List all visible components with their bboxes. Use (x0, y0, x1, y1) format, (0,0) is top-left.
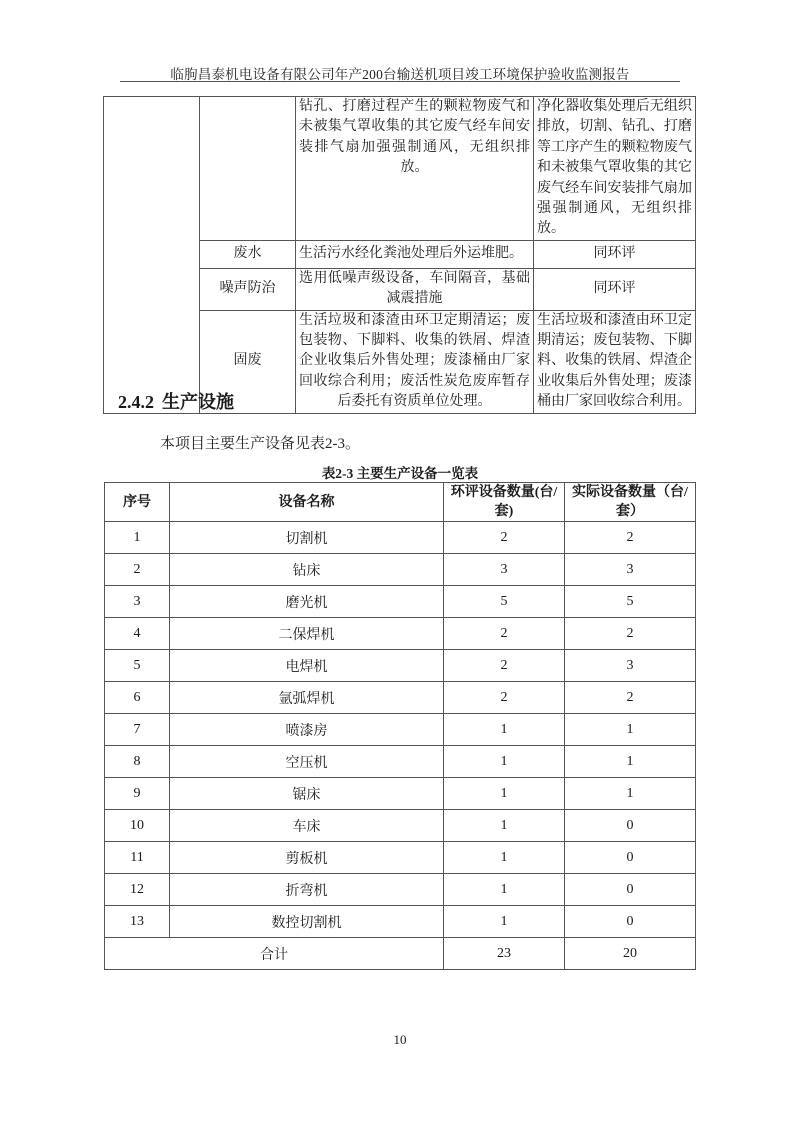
eia-measure-cell: 钻孔、打磨过程产生的颗粒物废气和未被集气罩收集的其它废气经车间安装排气扇加强强制通风，无组织排放。 (296, 97, 534, 241)
table-row (105, 714, 696, 746)
section-title: 生产设施 (162, 392, 234, 412)
equipment-name-cell: 氩弧焊机 (170, 682, 444, 714)
equipment-name-cell: 钻床 (170, 554, 444, 586)
equipment-name-cell: 喷漆房 (170, 714, 444, 746)
column-header-no: 序号 (105, 483, 170, 522)
header-divider (120, 81, 680, 82)
table-row (105, 842, 696, 874)
column-header-actual-qty: 实际设备数量（台/套） (565, 483, 696, 522)
actual-qty-cell: 0 (565, 906, 696, 938)
actual-qty-cell: 0 (565, 810, 696, 842)
category-cell (104, 97, 200, 414)
row-number-cell: 2 (105, 554, 170, 586)
item-cell: 废水 (200, 240, 296, 268)
equipment-table (104, 482, 696, 970)
actual-qty-cell: 1 (565, 746, 696, 778)
eia-qty-cell: 1 (444, 810, 565, 842)
equipment-name-cell: 折弯机 (170, 874, 444, 906)
eia-qty-cell: 1 (444, 714, 565, 746)
table-row (105, 650, 696, 682)
table-row (105, 906, 696, 938)
table-total-row (105, 938, 696, 970)
item-cell: 噪声防治 (200, 268, 296, 310)
actual-qty-cell: 1 (565, 714, 696, 746)
equipment-name-cell: 切割机 (170, 522, 444, 554)
actual-qty-cell: 3 (565, 650, 696, 682)
page-number: 10 (393, 1032, 407, 1047)
item-cell: 固废 (200, 310, 296, 413)
total-label: 合计 (105, 938, 444, 970)
actual-measure-cell: 净化器收集处理后无组织排放，切割、钻孔、打磨等工序产生的颗粒物废气和未被集气罩收集的其它废气经车间安装排气扇加强强制通风，无组织排放。 (534, 97, 696, 241)
equipment-name-cell: 数控切割机 (170, 906, 444, 938)
eia-qty-cell: 2 (444, 682, 565, 714)
environmental-measures-table (103, 96, 696, 414)
table-row (105, 554, 696, 586)
row-number-cell: 7 (105, 714, 170, 746)
equipment-name-cell: 剪板机 (170, 842, 444, 874)
eia-qty-cell: 3 (444, 554, 565, 586)
actual-qty-cell: 2 (565, 522, 696, 554)
eia-qty-cell: 1 (444, 778, 565, 810)
row-number-cell: 1 (105, 522, 170, 554)
eia-qty-cell: 1 (444, 842, 565, 874)
actual-qty-cell: 3 (565, 554, 696, 586)
equipment-name-cell: 电焊机 (170, 650, 444, 682)
eia-qty-cell: 1 (444, 746, 565, 778)
table-row (105, 618, 696, 650)
body-paragraph: 本项目主要生产设备见表2-3。 (160, 436, 360, 452)
total-eia-qty: 23 (444, 938, 565, 970)
eia-measure-cell: 生活污水经化粪池处理后外运堆肥。 (296, 240, 534, 268)
actual-measure-cell: 同环评 (534, 268, 696, 310)
actual-qty-cell: 0 (565, 842, 696, 874)
eia-qty-cell: 5 (444, 586, 565, 618)
table-caption: 表2-3 主要生产设备一览表 (321, 466, 479, 481)
section-heading (118, 388, 234, 414)
total-actual-qty: 20 (565, 938, 696, 970)
actual-qty-cell: 0 (565, 874, 696, 906)
table-row (105, 522, 696, 554)
document-header-title: 临朐昌泰机电设备有限公司年产200台输送机项目竣工环境保护验收监测报告 (170, 67, 630, 82)
row-number-cell: 8 (105, 746, 170, 778)
row-number-cell: 4 (105, 618, 170, 650)
eia-qty-cell: 1 (444, 906, 565, 938)
table-row (105, 682, 696, 714)
row-number-cell: 3 (105, 586, 170, 618)
actual-qty-cell: 5 (565, 586, 696, 618)
equipment-name-cell: 空压机 (170, 746, 444, 778)
table-row (105, 746, 696, 778)
equipment-name-cell: 锯床 (170, 778, 444, 810)
row-number-cell: 6 (105, 682, 170, 714)
row-number-cell: 9 (105, 778, 170, 810)
table-row (105, 810, 696, 842)
eia-qty-cell: 2 (444, 522, 565, 554)
eia-measure-cell: 选用低噪声级设备，车间隔音，基础减震措施 (296, 268, 534, 310)
actual-qty-cell: 2 (565, 682, 696, 714)
table-row (104, 97, 696, 241)
table-row (105, 586, 696, 618)
eia-qty-cell: 1 (444, 874, 565, 906)
table-row (105, 874, 696, 906)
column-header-eia-qty: 环评设备数量(台/套) (444, 483, 565, 522)
column-header-name: 设备名称 (170, 483, 444, 522)
equipment-name-cell: 二保焊机 (170, 618, 444, 650)
section-number: 2.4.2 (118, 392, 154, 412)
row-number-cell: 11 (105, 842, 170, 874)
actual-measure-cell: 同环评 (534, 240, 696, 268)
equipment-name-cell: 磨光机 (170, 586, 444, 618)
row-number-cell: 12 (105, 874, 170, 906)
eia-qty-cell: 2 (444, 650, 565, 682)
eia-measure-cell: 生活垃圾和漆渣由环卫定期清运；废包装物、下脚料、收集的铁屑、焊渣企业收集后外售处理；废漆桶由厂家回收综合利用；废活性炭危废库暂存后委托有资质单位处理。 (296, 310, 534, 413)
actual-qty-cell: 1 (565, 778, 696, 810)
table-row (105, 778, 696, 810)
table-header-row (105, 483, 696, 522)
item-cell (200, 97, 296, 241)
actual-qty-cell: 2 (565, 618, 696, 650)
equipment-name-cell: 车床 (170, 810, 444, 842)
actual-measure-cell: 生活垃圾和漆渣由环卫定期清运；废包装物、下脚料、收集的铁屑、焊渣企业收集后外售处理；废漆桶由厂家回收综合利用。 (534, 310, 696, 413)
row-number-cell: 10 (105, 810, 170, 842)
eia-qty-cell: 2 (444, 618, 565, 650)
row-number-cell: 5 (105, 650, 170, 682)
row-number-cell: 13 (105, 906, 170, 938)
